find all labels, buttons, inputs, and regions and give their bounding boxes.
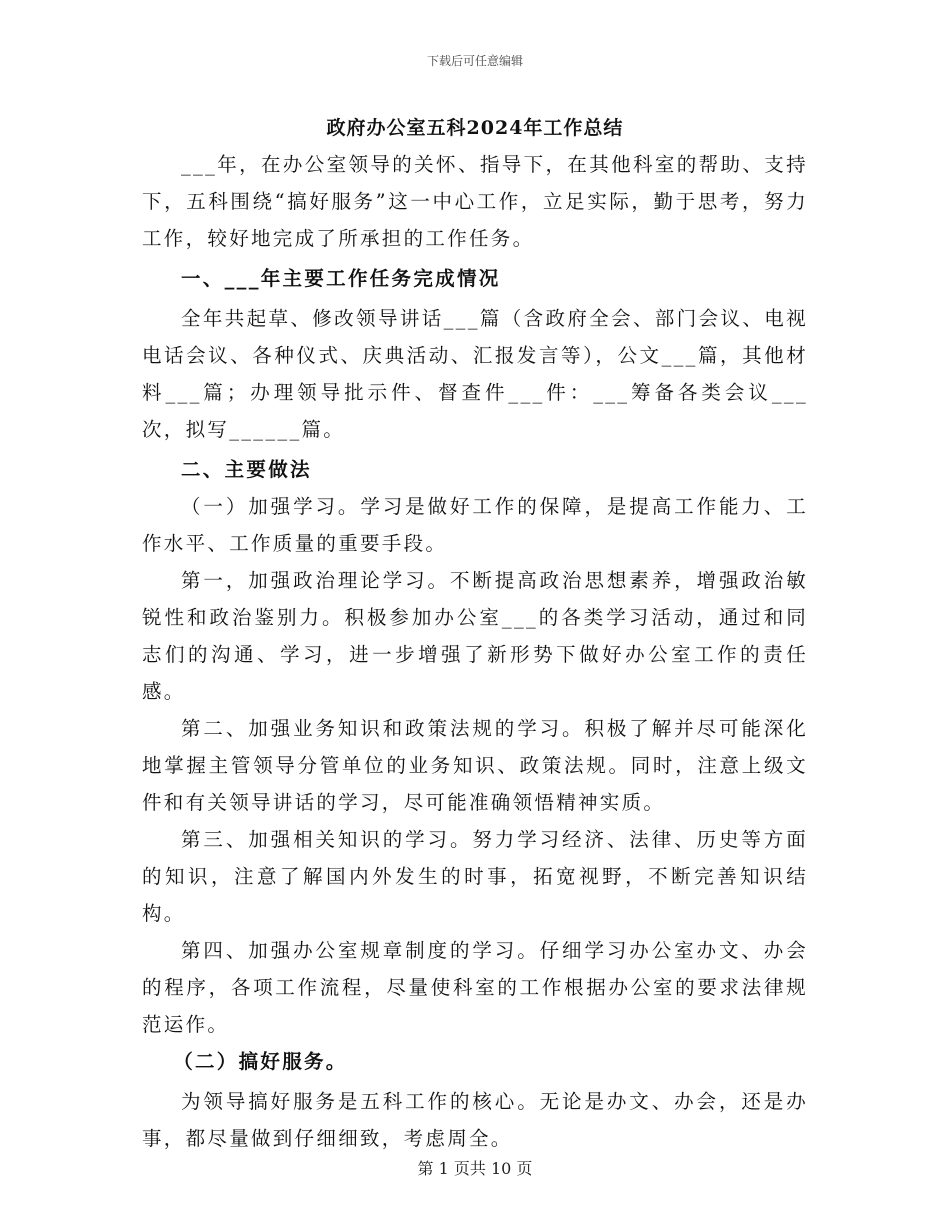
intro-paragraph: ___年，在办公室领导的关怀、指导下，在其他科室的帮助、支持下，五科围绕“搞好服务”这一中心工作，立足实际，勤于思考，努力工作，较好地完成了所承担的工作任务。 <box>142 153 808 250</box>
item-2-paragraph: 第二、加强业务知识和政策法规的学习。积极了解并尽可能深化地掌握主管领导分管单位的业务知识、政策法规。同时，注意上级文件和有关领导讲话的学习，尽可能准确领悟精神实质。 <box>142 717 808 814</box>
item-1-paragraph: 第一，加强政治理论学习。不断提高政治思想素养，增强政治敏锐性和政治鉴别力。积极参加办公室___的各类学习活动，通过和同志们的沟通、学习，进一步增强了新形势下做好办公室工作的责任感。 <box>142 569 808 703</box>
document-title: 政府办公室五科2024年工作总结 <box>326 117 624 139</box>
section-heading-2: 二、主要做法 <box>181 458 312 481</box>
section-heading-1: 一、___年主要工作任务完成情况 <box>181 267 501 290</box>
section-1-paragraph: 全年共起草、修改领导讲话___篇（含政府全会、部门会议、电视电话会议、各种仪式、庆典活动、汇报发言等），公文___篇，其他材料___篇；办理领导批示件、督查件___件：___筹备各类会议___次，拟写______篇。 <box>142 307 808 441</box>
subsection-1-paragraph: （一）加强学习。学习是做好工作的保障，是提高工作能力、工作水平、工作质量的重要手段。 <box>142 495 808 555</box>
header-note: 下载后可任意编辑 <box>426 54 523 68</box>
item-4-paragraph: 第四、加强办公室规章制度的学习。仔细学习办公室办文、办会的程序，各项工作流程，尽量使科室的工作根据办公室的要求法律规范运作。 <box>142 939 808 1036</box>
subsection-2-paragraph: 为领导搞好服务是五科工作的核心。无论是办文、办会，还是办事，都尽量做到仔细细致，考虑周全。 <box>142 1090 808 1150</box>
item-3-paragraph: 第三、加强相关知识的学习。努力学习经济、法律、历史等方面的知识，注意了解国内外发生的时事，拓宽视野，不断完善知识结构。 <box>142 828 808 925</box>
document-body <box>142 110 808 1157</box>
page-footer: 第 1 页共 10 页 <box>417 1159 533 1178</box>
subsection-heading-2: （二）搞好服务。 <box>173 1050 348 1073</box>
